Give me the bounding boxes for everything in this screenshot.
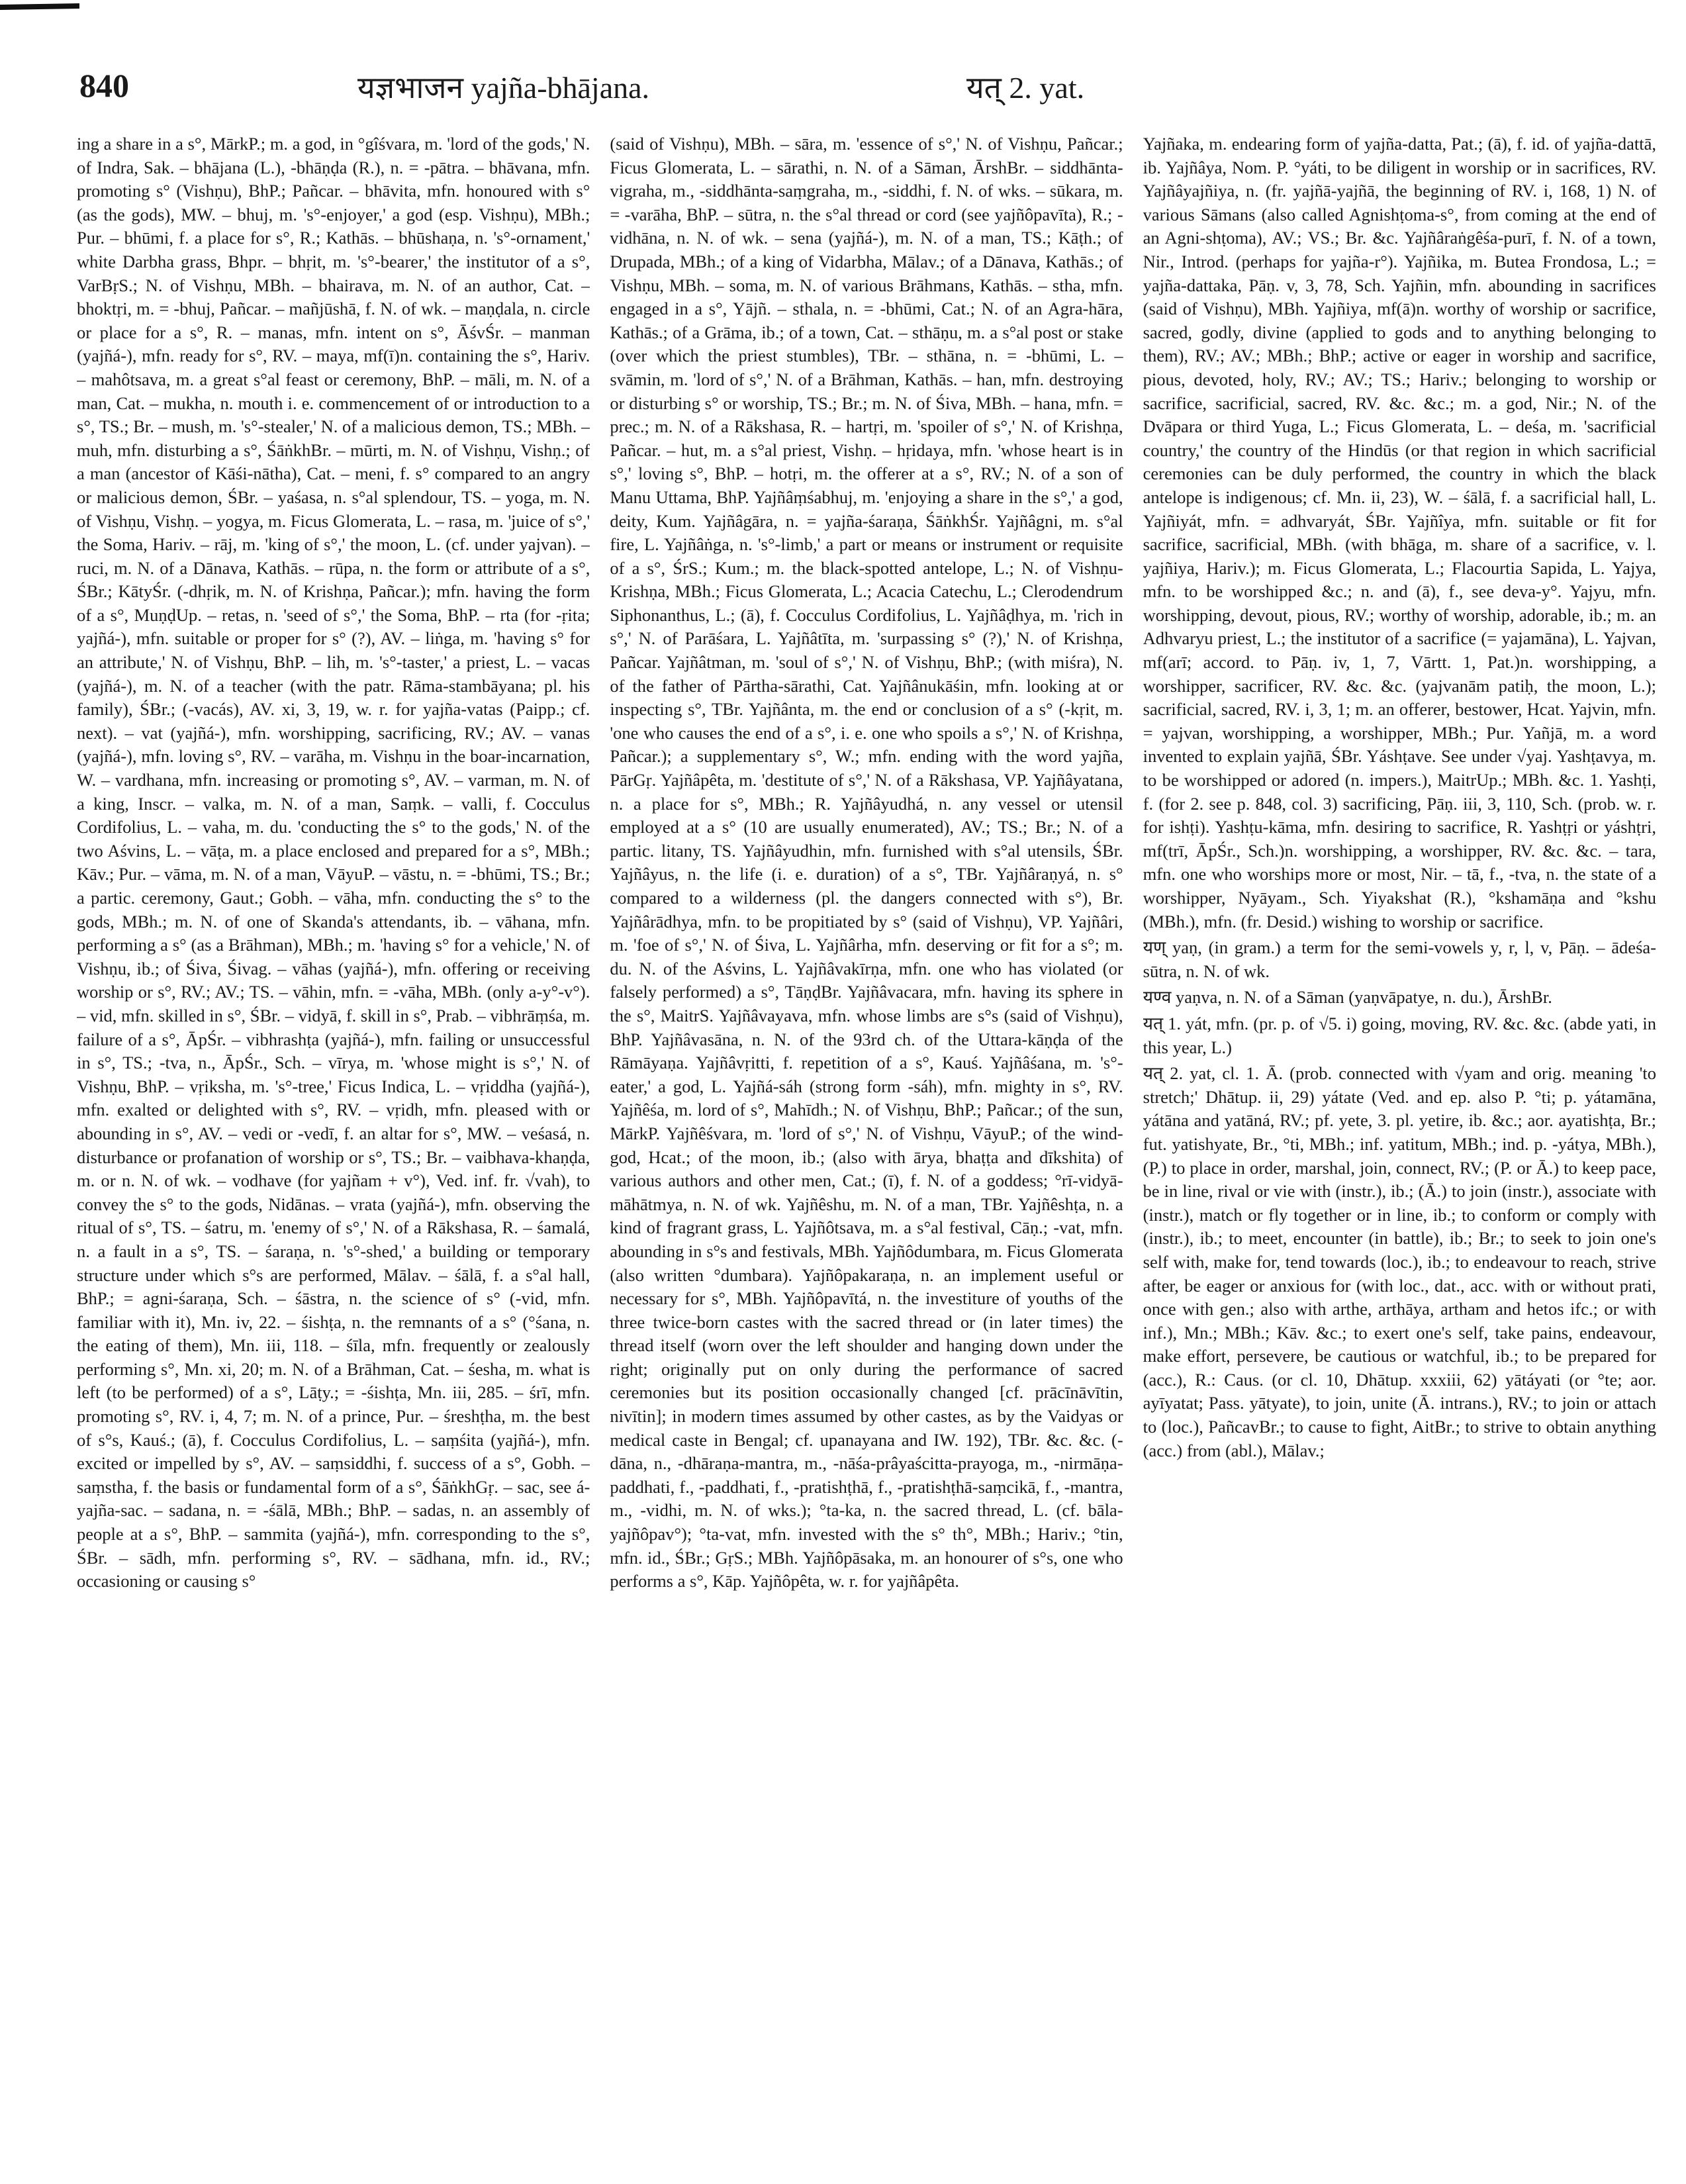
column-3-entry-yat-2: यत् 2. yat, cl. 1. Ā. (prob. connected with √yam and orig. meaning 'to stretch;' Dhātup. ii, 29) yátate (Ved. and ep. also P. °ti; p. yátamāna, yátāna and yatāná, RV.; pf. yete, 3. pl. yetire, ib. &c.; aor. ayatishṭa, Br.; fut. yatishyate, Br., °ti, MBh.; inf. yatitum, MBh.; ind. p. -yátya, MBh.), (P.) to place in order, marshal, join, connect, RV.; (P. or Ā.) to keep pace, be in line, rival or vie with (instr.), ib.; (Ā.) to join (instr.), associate with (instr.), match or fly together or in line, ib.; to conform or comply with (instr.), ib.; to meet, encounter (in battle), ib.; Br.; to seek to join one's self with, make for, tend towards (loc.), ib.; to endeavour to reach, strive after, be eager or anxious for (with loc., dat., acc. with or without prati, once with gen.; also with arthe, arthāya, artham and hetos ifc.; or with inf.), Mn.; MBh.; Kāv. &c.; to exert one's self, take pains, endeavour, make effort, persevere, be cautious or watchful, ib.; to be prepared for (acc.), R.: Caus. (or cl. 10, Dhātup. xxxiii, 62) yātáyati (or °te; aor. ayīyatat; Pass. yātyate), to join, unite (Ā. intrans.), RV.; to join or attach to (loc.), PañcavBr.; to cause to fight, AitBr.; to strive to obtain anything (acc.) from (abl.), Mālav.; (1143, 1063, 1656, 1460)
column-1-text: ing a share in a s°, MārkP.; m. a god, in °gîśvara, m. 'lord of the gods,' N. of Indra, Sak. – bhājana (L.), -bhāṇḍa (R.), n. = -pātra. – bhāvana, mfn. promoting s° (Vishṇu), BhP.; Pañcar. – bhāvita, mfn. honoured with s° (as the gods), MW. – bhuj, m. 's°-enjoyer,' a god (esp. Vishṇu), MBh.; Pur. – bhūmi, f. a place for s°, R.; Kathās. – bhūshaṇa, n. 's°-ornament,' white Darbha grass, Bhpr. – bhṛit, m. 's°-bearer,' the institutor of a s°, VarBṛS.; N. of Vishṇu, MBh. – bhairava, m. N. of an author, Cat. – bhoktṛi, m. = -bhuj, Pañcar. – mañjūshā, f. N. of wk. – maṇḍala, n. circle or place for a s°, R. – manas, mfn. intent on s°, ĀśvŚr. – manman (yajñá-), mfn. ready for s°, RV. – maya, mf(ī)n. containing the s°, Hariv. – mahôtsava, m. a great s°al feast or ceremony, BhP. – māli, m. N. of a man, Cat. – mukha, n. mouth i. e. commencement of or introduction to a s°, TS.; Br. – mush, m. 's°-stealer,' N. of a malicious demon, TS.; MBh. – muh, mfn. disturbing a s°, ŚāṅkhBr. – mūrti, m. N. of Vishṇu, Vishṇ.; of a man (ancestor of Kāśi-nātha), Cat. – meni, f. s° compared to an angry or malicious demon, ŚBr. – yaśasa, n. s°al splendour, TS. – yoga, m. N. of Vishṇu, Vishṇ. – yogya, m. Ficus Glomerata, L. – rasa, m. 'juice of s°,' the Soma, Hariv. – rāj, m. 'king of s°,' the moon, L. (cf. under yajvan). – ruci, m. N. of a Dānava, Kathās. – rūpa, n. the form or attribute of a s°, ŚBr.; KātyŚr. (-dhṛik, m. N. of Krishṇa, Pañcar.); mfn. having the form of a s°, MuṇḍUp. – retas, n. 'seed of s°,' the Soma, BhP. – rta (for -ṛita; yajñá-), mfn. suitable or proper for s° (?), AV. – liṅga, m. 'having s° for an attribute,' N. of Vishṇu, BhP. – lih, m. 's°-taster,' a priest, L. – vacas (yajñá-), m. N. of a teacher (with the patr. Rāma-stambāyana; pl. his family), ŚBr.; (-vacás), AV. xi, 3, 19, w. r. for yajña-vatas (Paipp.; cf. next). – vat (yajñá-), mfn. worshipping, sacrificing, RV.; AV. – vanas (yajñá-), mfn. loving s°, RV. – varāha, m. Vishṇu in the boar-incarnation, W. – vardhana, mfn. increasing or promoting s°, AV. – varman, m. N. of a king, Inscr. – valka, m. N. of a man, Saṃk. – valli, f. Cocculus Cordifolius, L. – vaha, m. du. 'conducting the s° to the gods,' N. of the two Aśvins, L. – vāṭa, m. a place enclosed and prepared for a s°, MBh.; Kāv.; Pur. – vāma, m. N. of a man, VāyuP. – vāstu, n. = -bhūmi, TS.; Br.; a partic. ceremony, Gaut.; Gobh. – vāha, mfn. conducting the s° to the gods, MBh.; m. N. of one of Skanda's attendants, ib. – vāhana, mfn. performing a s° (as a Brāhman), MBh.; m. 'having s° for a vehicle,' N. of Vishṇu, ib.; of Śiva, Śivag. – vāhas (yajñá-), mfn. offering or receiving worship or s°, RV.; AV.; TS. – vāhin, mfn. = -vāha, MBh. (only a-y°-v°). – vid, mfn. skilled in s°, ŚBr. – vidyā, f. skill in s°, Prab. – vibhrāṃśa, m. failure of a s°, ĀpŚr. – vibhrashṭa (yajñá-), mfn. failing or unsuccessful in s°, TS.; -tva, n., ĀpŚr., Sch. – vīrya, m. 'whose might is s°,' N. of Vishṇu, BhP. – vṛiksha, m. 's°-tree,' Ficus Indica, L. – vṛiddha (yajñá-), mfn. exalted or delighted with s°, RV. – vṛidh, mfn. pleased with or abounding in s°, AV. – vedi or -vedī, f. an altar for s°, MW. – veśasá, n. disturbance or profanation of worship or s°, TS.; Br. – vaibhava-khaṇḍa, m. or n. N. of wk. – vodhave (for yajñam + v°), Ved. inf. fr. √vah), to convey the s° to the gods, Nidānas. – vrata (yajñá-), mfn. observing the ritual of s°, TS. – śatru, m. 'enemy of s°,' N. of a Rākshasa, R. – śamalá, n. a fault in a s°, TS. – śaraṇa, n. 's°-shed,' a building or temporary structure under which s°s are performed, Mālav. – śālā, f. a s°al hall, BhP.; = agni-śaraṇa, Sch. – śāstra, n. the science of s° (-vid, mfn. familiar with it), Mn. iv, 22. – śishṭa, n. the remnants of a s° (°śana, n. the eating of them), Mn. iii, 118. – śīla, mfn. frequently or zealously performing s°, Mn. xi, 20; m. N. of a Brāhman, Cat. – śesha, m. what is left (to be performed) of a s°, Lāṭy.; = -śishṭa, Mn. iii, 285. – śrī, mfn. promoting s°, RV. i, 4, 7; m. N. of a prince, Pur. – śreshṭha, m. the best of s°s, Kauś.; (ā), f. Cocculus Cordifolius, L. – saṃśita (yajñá-), mfn. excited or impelled by s°, AV. – saṃsiddhi, f. success of a s°, Gobh. – saṃstha, f. the basis or fundamental form of a s°, ŚāṅkhGṛ. – sac, see á-yajña-sac. – sadana, n. = -śālā, MBh.; BhP. – sadas, n. an assembly of people at a s°, BhP. – sammita (yajñá-), mfn. corresponding to the s°, ŚBr. – sādh, mfn. performing s°, RV. – sādhana, mfn. id., RV.; occasioning or causing s° (77, 134, 590, 1591)
column-2-text: (said of Vishṇu), MBh. – sāra, m. 'essence of s°,' N. of Vishṇu, Pañcar.; Ficus Glomerata, L. – sārathi, n. N. of a Sāman, ĀrshBr. – siddhānta-vigraha, m., -siddhānta-saṃgraha, m., -siddhi, f. N. of wks. – sūkara, m. = -varāha, BhP. – sūtra, n. the s°al thread or cord (see yajñôpavīta), R.; -vidhāna, n. N. of wk. – sena (yajñá-), m. N. of a man, TS.; Kāṭh.; of Drupada, MBh.; of a king of Vidarbha, Mālav.; of a Dānava, Kathās.; of Vishṇu, MBh. – soma, m. N. of various Brāhmans, Kathās. – stha, mfn. engaged in a s°, Yājñ. – sthala, n. = -bhūmi, Cat.; N. of an Agra-hāra, Kathās.; of a Grāma, ib.; of a town, Cat. – sthāṇu, m. a s°al post or stake (over which the priest stumbles), TBr. – sthāna, n. = -bhūmi, L. – svāmin, m. 'lord of s°,' N. of a Brāhman, Kathās. – han, mfn. destroying or disturbing s° or worship, TS.; Br.; m. N. of Śiva, MBh. – hana, mfn. = prec.; m. N. of a Rākshasa, R. – hartṛi, m. 'spoiler of s°,' N. of Krishṇa, Pañcar. – hut, m. a s°al priest, Vishṇ. – hṛidaya, mfn. 'whose heart is in s°,' loving s°, BhP. – hotṛi, m. the offerer at a s°, RV.; N. of a son of Manu Uttama, BhP. Yajñâṃśabhuj, m. 'enjoying a share in the s°,' a god, deity, Kum. Yajñâgāra, n. = yajña-śaraṇa, ŚāṅkhŚr. Yajñâgni, m. s°al fire, L. Yajñâṅga, n. 's°-limb,' a part or means or instrument or requisite of a s°, ŚrS.; Kum.; m. the black-spotted antelope, L.; N. of Vishṇu-Krishṇa, MBh.; Ficus Glomerata, L.; Acacia Catechu, L.; Clerodendrum Siphonanthus, L.; (ā), f. Cocculus Cordifolius, L. Yajñâḍhya, m. 'rich in s°,' N. of Parāśara, L. Yajñâtīta, m. 'surpassing s° (?),' N. of Krishṇa, Pañcar. Yajñâtman, m. 'soul of s°,' N. of Vishṇu, BhP.; (with miśra), N. of the father of Pārtha-sārathi, Cat. Yajñânukāśin, mfn. looking at or inspecting s°, TBr. Yajñânta, m. the end or conclusion of a s° (-kṛit, m. 'one who causes the end of a s°, i. e. one who spoils a s°,' N. of Krishṇa, Pañcar.); a supplementary s°, W.; mfn. ending with the word yajña, PārGṛ. Yajñâpêta, m. 'destitute of s°,' N. of a Rākshasa, VP. Yajñâyatana, n. a place for s°, MBh.; R. Yajñâyudhá, n. any vessel or utensil employed at a s° (10 are usually enumerated), AV.; TS.; Br.; N. of a partic. litany, TS. Yajñâyudhin, mfn. furnished with s°al utensils, ŚBr. Yajñâyus, n. the life (i. e. duration) of a s°, TBr. Yajñâraṇyá, n. s° compared to a wilderness (pl. the dangers connected with s°), Br. Yajñârādhya, mfn. to be propitiated by s° (said of Vishṇu), VP. Yajñâri, m. 'foe of s°,' N. of Śiva, L. Yajñârha, mfn. deserving or fit for a s°; m. du. N. of the Aśvins, L. Yajñâvakīrṇa, mfn. one who has violated (or falsely performed) a s°, TāṇḍBr. Yajñâvacara, mfn. having its sphere in the s°, MaitrS. Yajñâvayava, mfn. whose limbs are s°s (said of Vishṇu), BhP. Yajñâvasāna, n. N. of the 93rd ch. of the Uttara-kāṇḍa of the Rāmāyaṇa. Yajñâvṛitti, f. repetition of a s°, Kauś. Yajñâśana, m. 's°-eater,' a god, L. Yajñá-sáh (strong form -sáh), mfn. mighty in s°, RV. Yajñêśa, m. lord of s°, Mahīdh.; N. of Vishṇu, BhP.; Pañcar.; of the sun, MārkP. Yajñêśvara, m. 'lord of s°,' N. of Vishṇu, VāyuP.; of the wind-god, Hcat.; of the moon, ib.; (also with ārya, bhaṭṭa and dīkshita) of various authors and other men, Cat.; (ī), f. N. of a goddess; °rī-vidyā-māhātmya, n. N. of wk. Yajñêshu, m. N. of a man, TBr. Yajñêshṭa, n. a kind of fragrant grass, L. Yajñôtsava, m. a s°al festival, Cāṇ.; -vat, mfn. abounding in s°s and festivals, MBh. Yajñôdumbara, m. Ficus Glomerata (also written °dumbara). Yajñôpakaraṇa, n. an implement useful or necessary for s°, MBh. Yajñôpavītá, n. the investiture of youths of the three twice-born castes with the sacred thread or (in later times) the thread itself (worn over the left shoulder and hanging down under the right; originally put on only during the performance of sacred ceremonies but its position occasionally changed [cf. prācīnāvītin, nivītin]; in modern times assumed by other castes, as by the Vaidyas or medical caste in Bengal; cf. upanayana and IW. 192), TBr. &c. &c. (-dāna, n., -dhāraṇa-mantra, m., -nāśa-prâyaścitta-prayoga, m., -nirmāṇa-paddhati, f., -paddhati, f., -pratishṭhā, f., -pratishṭhā-saṃcikā, f., -mantra, m., -vidhi, m. N. of wks.); °ta-ka, n. the sacred thread, L. (cf. bāla-yajñôpav°); °ta-vat, mfn. invested with the s° th°, MBh.; Hariv.; °tin, mfn. id., ŚBr.; GṛS.; MBh. Yajñôpāsaka, m. an honourer of s°s, one who performs a s°, Kāp. Yajñôpêta, w. r. for yajñâpêta. (610, 134, 1123, 1591)
column-1 (77, 132, 590, 2158)
left-running-headword: यज्ञभाजन yajña-bhājana. (357, 71, 650, 105)
page-number: 840 (79, 67, 129, 104)
column-3-entry-yan: यण् yaṇ, (in gram.) a term for the semi-vowels y, r, l, v, Pāṇ. – ādeśa-sūtra, n. N. of wk. (1143, 937, 1656, 981)
page-header (79, 66, 1633, 119)
column-2 (610, 132, 1123, 2158)
column-3-entry-yajnaka: Yajñaka, m. endearing form of yajña-datta, Pat.; (ā), f. id. of yajña-dattā, ib. Yajñâya, Nom. P. °yáti, to be diligent in worship or in sacrifices, RV. Yajñâyajñiya, n. (fr. yajñā-yajñā, the beginning of RV. i, 168, 1) N. of various Sāmans (also called Agnishṭoma-s°, from coming at the end of an Agni-shṭoma), AV.; VS.; Br. &c. Yajñâraṅgêśa-purī, f. N. of a town, Nir., Introd. (perhaps for yajña-r°). Yajñika, m. Butea Frondosa, L.; = yajña-dattaka, Pāṇ. v, 3, 78, Sch. Yajñin, mfn. abounding in sacrifices (said of Vishṇu), MBh. Yajñiya, mf(ā)n. worthy of worship or sacrifice, sacred, godly, divine (applied to gods and to anything belonging to them), RV.; AV.; MBh.; BhP.; active or eager in worship and sacrifice, pious, devoted, holy, RV.; AV.; TS.; Hariv.; belonging to worship or sacrifice, sacrificial, sacred, RV. &c. &c.; m. a god, Nir.; N. of the Dvāpara or third Yuga, L.; Ficus Glomerata, L. – deśa, m. 'sacrificial country,' the country of the Hindūs (or that region in which sacrificial ceremonies can be duly performed, the country in which the black antelope is indigenous; cf. Mn. ii, 23), W. – śālā, f. a sacrificial hall, L. Yajñiyát, mfn. = adhvaryát, ŚBr. Yajñîya, mfn. suitable or fit for sacrifice, sacrificial, MBh. (with bhāga, m. share of a sacrifice, v. l. yajñiya, Hariv.); m. Ficus Glomerata, L.; Flacourtia Sapida, L. Yajya, mfn. to be worshipped &c.; n. and (ā), f., see deva-y°. Yajyu, mfn. worshipping, devout, pious, RV.; worthy of worship, adorable, ib.; m. an Adhvaryu priest, L.; the institutor of a sacrifice (= yajamāna), L. Yajvan, mf(arī; accord. to Pāṇ. iv, 1, 7, Vārtt. 1, Pat.)n. worshipping, a worshipper, sacrificer, RV. &c. &c. (yajvanām patiḥ, the moon, L.); sacrificial, sacred, RV. i, 3, 1; m. an offerer, bestower, Hcat. Yajvin, mfn. = yajvan, worshipping, a worshipper, MBh.; Pur. Yañjā, m. a word invented to explain yajñā, ŚBr. Yáshṭave. See under √yaj. Yashṭavya, m. to be worshipped or adored (n. impers.), MaitrUp.; MBh. &c. 1. Yashṭi, f. (for 2. see p. 848, col. 3) sacrificing, Pāṇ. iii, 3, 110, Sch. (prob. w. r. for ishṭi). Yashṭu-kāma, mfn. desiring to sacrifice, R. Yashṭṛi or yáshṭri, mf(trī, ĀpŚr., Sch.)n. worshipping, a worshipper, RV. &c. &c. – tara, mfn. one who worships more or most, Nir. – tā, f., -tva, n. the state of a worshipper, Nyāyam., Sch. Yiyakshat (R.), °kshamāṇa and °kshu (MBh.), mfn. (fr. Desid.) wishing to worship or sacrifice. (1143, 134, 1656, 931)
column-3-entry-yat-1: यत् 1. yát, mfn. (pr. p. of √5. i) going, moving, RV. &c. &c. (abde yati, in this year, L.) (1143, 1013, 1656, 1057)
column-3 (1143, 132, 1656, 2158)
page-edge-mark (0, 3, 79, 10)
column-3-entry-yanva: यण्व yaṇva, n. N. of a Sāman (yaṇvāpatye, n. du.), ĀrshBr. (1143, 987, 1552, 1008)
right-running-headword: यत् 2. yat. (966, 71, 1085, 105)
dictionary-columns (77, 132, 1656, 2158)
